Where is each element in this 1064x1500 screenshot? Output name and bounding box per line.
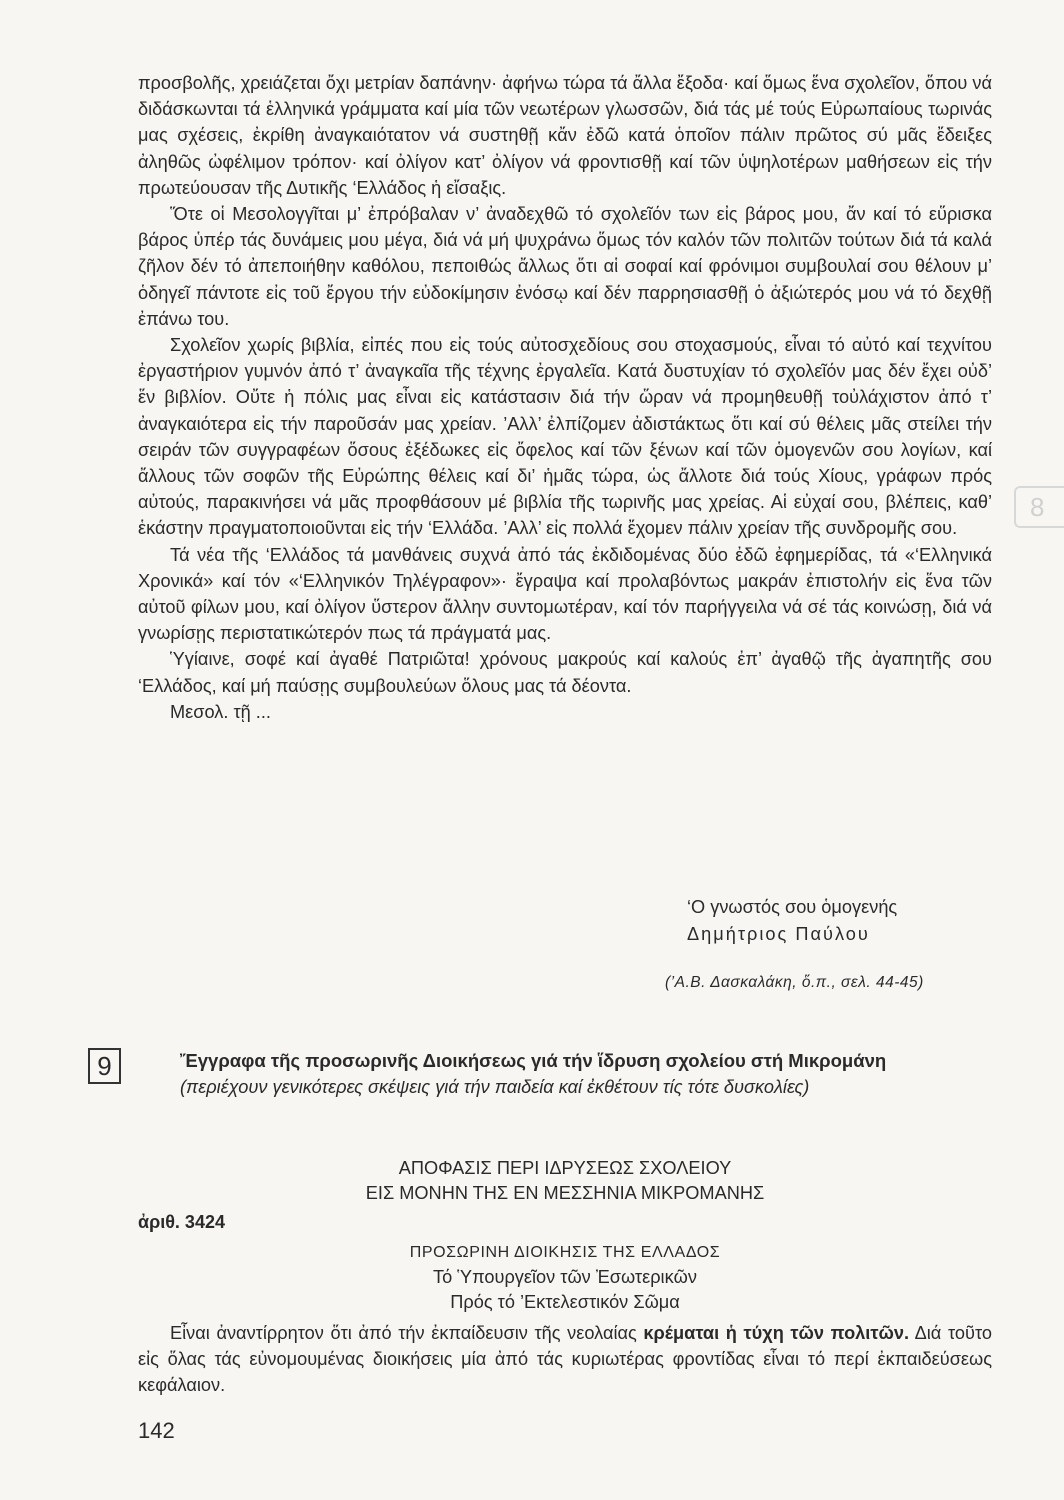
letter-paragraph-2: Ὅτε οἱ Μεσολογγῖται μ’ ἐπρόβαλαν ν’ ἀναδεχθῶ τό σχολεῖόν των εἰς βάρος μου, ἄν καί τό εὕρισκα βάρος ὑπέρ τάς δυνάμεις μου μέγα, διά νά μή ψυχράνω ὅμως τόν καλόν τῶν πολιτῶν τούτων διά τά καλά ζῆλον δέν τό ἀπεποιήθην καθόλου, πεποιθώς ἄλλως ὅτι αἱ σοφαί καί φρόνιμοι συμβουλαί σου θέλουν μ’ ὁδηγεῖ πάντοτε εἰς τοῦ ἔργου τήν εὐδοκίμησιν ἐνόσῳ καί δέν παρρησιασθῇ ὁ ἀξιώτερός μου νά τό δεχθῇ ἐπάνω του.: [138, 204, 992, 329]
ministry-line: Τό Ὑπουργεῖον τῶν Ἐσωτερικῶν: [433, 1267, 697, 1287]
letter-body: [138, 70, 992, 725]
side-tab-marker: 8: [1014, 486, 1064, 528]
decision-title: [138, 1156, 992, 1206]
signature-name: Δημήτριος Παύλου: [687, 924, 870, 944]
document-text-end: Διά τοῦτο εἰς ὅλας τάς εὐνομουμένας διοικήσεις μία ἀπό τάς κυριωτέρας φροντίδας εἶναι τό περί ἐκπαιδεύσεως κεφάλαιον.: [138, 1323, 992, 1396]
letter-paragraph-3: Σχολεῖον χωρίς βιβλία, εἰπές που εἰς τούς αὐτοσχεδίους σου στοχασμούς, εἶναι τό αὐτό καί τεχνίτου ἐργαστήριον γυμνόν ἀπό τ’ ἀναγκαῖα τῆς τέχνης ἐργαλεῖα. Κατά δυστυχίαν τό σχολεῖόν μας δέν ἔχει οὐδ’ ἕν βιβλίον. Οὔτε ἡ πόλις μας εἶναι εἰς κατάστασιν διά τήν ὥραν νά προμηθευθῇ τοὐλάχιστον ἀπό τ’ ἀναγκαιότερα εἰς τήν παροῦσάν μας χρείαν. ’Αλλ’ ἐλπίζομεν ἀδιστάκτως ὅτι καί σύ θέλεις μᾶς στείλει τήν σειράν τῶν συγγραφέων ὅσους ἐξέδωκες εἰς ὄφελος καί τῶν ξένων καί τῶν ὁμογενῶν σου λογίων, καί ἄλλους τῶν σοφῶν τῆς Εὐρώπης θέλεις καί δι’ ἡμᾶς τώρα, ὡς ἄλλοτε διά τούς Χίους, γράφων πρός αὐτούς, παρακινήσει νά μᾶς προφθάσουν μέ βιβλία τῆς τωρινῆς μας χρείας. Αἱ εὐχαί σου, βλέπεις, καθ’ ἑκάστην πραγματοποιοῦνται εἰς τήν ‘Ελλάδα. ’Αλλ’ εἰς πολλά ἔχομεν πάλιν χρείαν τῆς συνδρομῆς σου.: [138, 335, 992, 539]
section-subtitle: (περιέχουν γενικότερες σκέψεις γιά τήν παιδεία καί ἐκθέτουν τίς τότε δυσκολίες): [180, 1077, 810, 1097]
government-line: ΠΡΟΣΩΡΙΝΗ ΔΙΟΙΚΗΣΙΣ ΤΗΣ ΕΛΛΑΔΟΣ: [409, 1244, 721, 1261]
letter-paragraph-5: Ὑγίαινε, σοφέ καί ἀγαθέ Πατριῶτα! χρόνους μακρούς καί καλούς ἐπ’ ἀγαθῷ τῆς ἀγαπητῆς σου ‘Ελλάδος, καί μή παύσῃς συμβουλεύων ὅλους μας τά δέοντα.: [138, 649, 992, 696]
decision-title-line-1: ΑΠΟΦΑΣΙΣ ΠΕΡΙ ΙΔΡΥΣΕΩΣ ΣΧΟΛΕΙΟΥ: [398, 1158, 732, 1178]
document-text-bold: κρέμαται ἡ τύχη τῶν πολιτῶν.: [643, 1323, 909, 1343]
document-header: [138, 1240, 992, 1315]
letter-place-date: Μεσολ. τῇ ...: [170, 701, 271, 722]
decision-title-line-2: ΕΙΣ ΜΟΝΗΝ ΤΗΣ ΕΝ ΜΕΣΣΗΝΙΑ ΜΙΚΡΟΜΑΝΗΣ: [365, 1183, 765, 1203]
document-body: [138, 1320, 992, 1399]
signature-greeting: ‘Ο γνωστός σου ὁμογενής: [687, 897, 898, 917]
letter-paragraph-1: προσβολῆς, χρειάζεται ὄχι μετρίαν δαπάνην· ἀφήνω τώρα τά ἄλλα ἔξοδα· καί ὅμως ἕνα σχολεῖον, ὅπου νά διδάσκωνται τά ἑλληνικά γράμματα καί μία τῶν νεωτέρων γλωσσῶν, διά τάς μέ τούς Εὐρωπαίους τωρινάς μας σχέσεις, ἐκρίθη ἀναγκαιότατον νά συστηθῇ κἄν ἐδῶ κατά ὁποῖον πάλιν πρῶτος σύ μᾶς ἔδειξες ἀληθῶς ὠφέλιμον τρόπον· καί ὀλίγον κατ’ ὀλίγον νά φροντισθῇ καί τῶν ὑψηλοτέρων μαθήσεων εἰς τήν πρωτεύουσαν τῆς Δυτικῆς ‘Ελλάδος ἡ εἴσαξις.: [138, 73, 992, 198]
page-number: 142: [138, 1418, 175, 1443]
document-paragraph: [138, 1320, 992, 1399]
document-text-start: Εἶναι ἀναντίρρητον ὅτι ἀπό τήν ἐκπαίδευσιν τῆς νεολαίας: [170, 1323, 644, 1343]
letter-paragraph-4: Τά νέα τῆς ‘Ελλάδος τά μανθάνεις συχνά ἀπό τάς ἐκδιδομένας δύο ἐδῶ ἐφημερίδας, τά «‘Ελληνικά Χρονικά» καί τόν «‘Ελληνικόν Τηλέγραφον»· ἔγραψα καί προλαβόντως μακράν ἐπιστολήν εἰς ἕνα τῶν αὐτοῦ φίλων μου, καί ὀλίγον ὕστερον ἄλλην συντομωτέραν, καί τόν παρήγγειλα νά σέ τάς κοινώσῃ, διά νά γνωρίσῃς περιστατικώτερόν πως τά πράγματά μας.: [138, 544, 992, 644]
document-number: ἀριθ. 3424: [138, 1212, 225, 1232]
recipient-line: Πρός τό ’Εκτελεστικόν Σῶμα: [450, 1292, 680, 1312]
section-header: [180, 1048, 992, 1100]
section-title: Ἔγγραφα τῆς προσωρινῆς Διοικήσεως γιά τήν ἵδρυση σχολείου στή Μικρομάνη: [180, 1050, 887, 1071]
section-number-box: 9: [88, 1048, 121, 1084]
citation: (’Α.Β. Δασκαλάκη, ὅ.π., σελ. 44-45): [665, 974, 924, 991]
